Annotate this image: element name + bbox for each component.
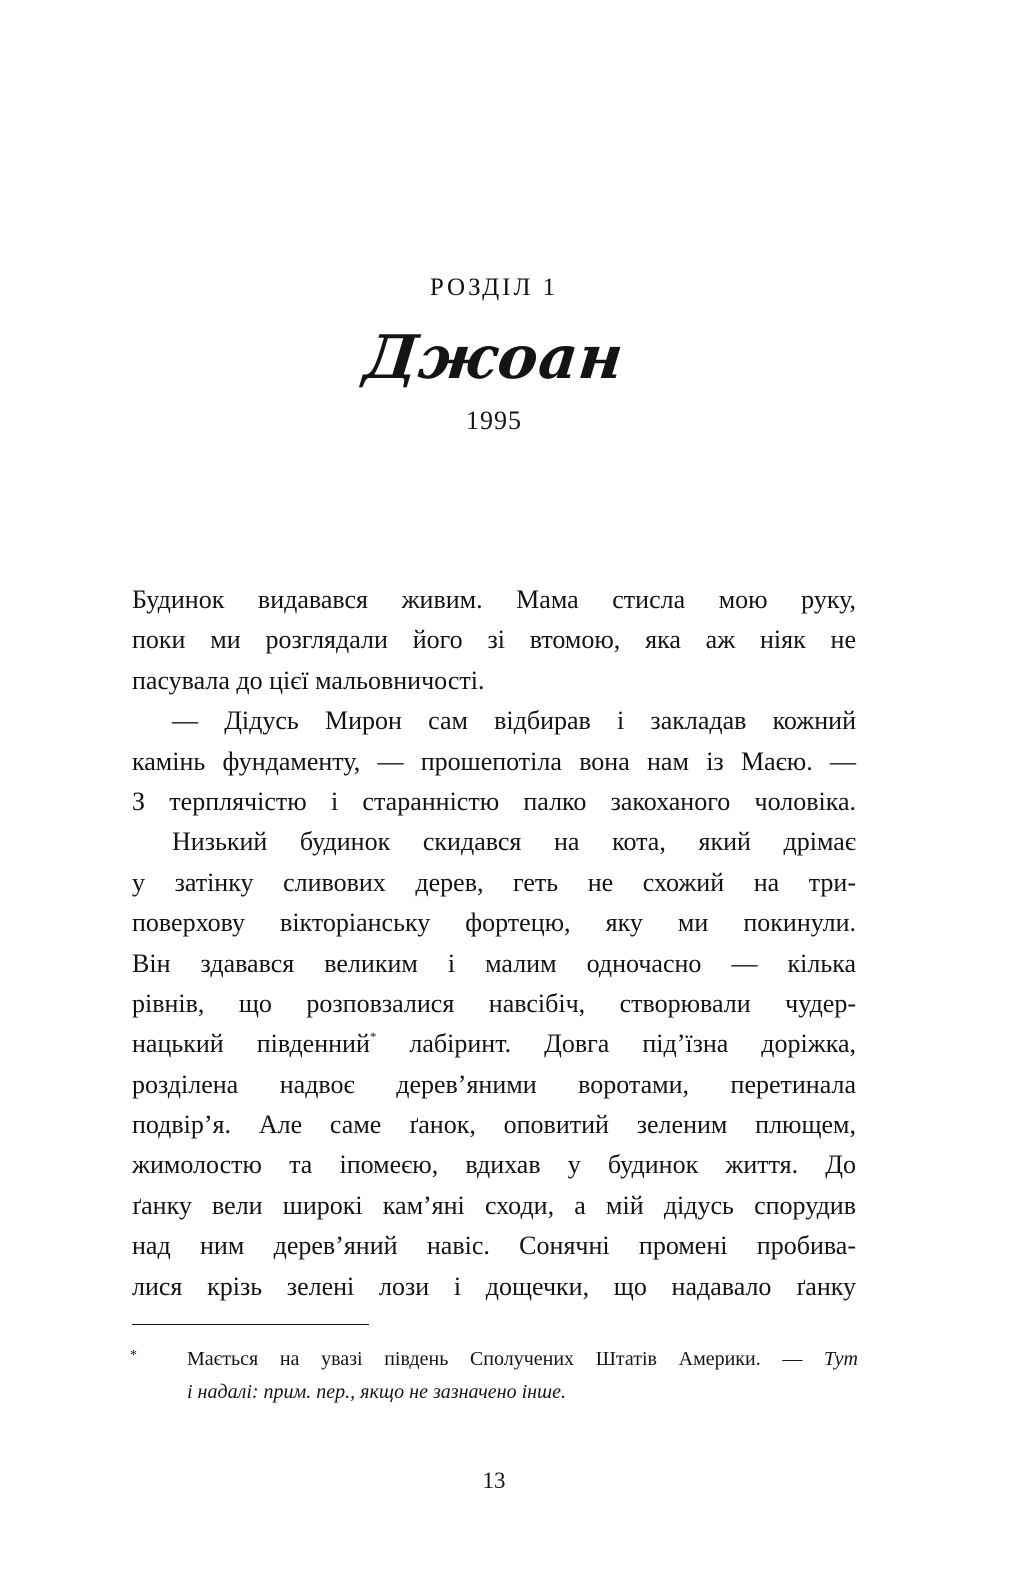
text-line: Низький будинок скидався на кота, який дрімає	[172, 827, 856, 857]
footnote-body	[187, 1343, 858, 1409]
text-line: лися крізь зелені лози і дощечки, що надавало ґанку	[132, 1271, 856, 1301]
text-line: рівнів, що розповзалися навсібіч, створювали чудер-	[132, 988, 856, 1018]
text-line: поки ми розглядали його зі втомою, яка аж ніяк не	[132, 625, 856, 655]
chapter-title: Джоан	[360, 323, 628, 393]
page-number: 13	[482, 1468, 506, 1493]
text-line: — Дідусь Мирон сам відбирав і закладав кожний	[172, 706, 856, 736]
chapter-label: РОЗДІЛ 1	[429, 274, 559, 301]
text-line-with-footnote	[132, 1024, 856, 1064]
text-line: розділена надвоє дерев’яними воротами, перетинала	[132, 1069, 856, 1099]
text-fragment: нацький південний	[132, 1029, 370, 1059]
text-line: пасувала до цієї мальовничості.	[132, 665, 485, 695]
text-fragment: лабіринт. Довга під’їзна доріжка,	[409, 1029, 857, 1059]
text-line: камінь фундаменту, — прошепотіла вона нам із Маєю. —	[132, 746, 856, 776]
footnote-text-italic: і надалі: прим. пер., якщо не зазначено інше.	[187, 1381, 567, 1403]
text-line: у затінку сливових дерев, геть не схожий на три-	[132, 867, 856, 897]
text-line: поверхову вікторіанську фортецю, яку ми покинули.	[132, 908, 856, 938]
text-line: над ним дерев’яний навіс. Сонячні промені пробива-	[132, 1231, 856, 1261]
chapter-year: 1995	[466, 406, 522, 435]
footnote	[130, 1343, 858, 1409]
footnote-line	[187, 1343, 858, 1376]
text-line: З терплячістю і старанністю палко закоханого чоловіка.	[132, 786, 856, 816]
footnote-rule	[132, 1324, 369, 1325]
text-line: Будинок видавався живим. Мама стисла мою руку,	[132, 585, 856, 614]
text-line: Він здавався великим і малим одночасно — кілька	[132, 948, 856, 978]
footnote-line	[187, 1376, 858, 1409]
footnote-marker: *	[130, 1348, 137, 1363]
footnote-text: Мається на увазі південь Сполучених Штатів Америки. —	[187, 1348, 825, 1370]
body-text	[132, 580, 856, 1307]
text-line: жимолостю та іпомеєю, вдихав у будинок життя. До	[132, 1150, 856, 1180]
footnote-reference[interactable]: *	[369, 1029, 377, 1045]
footnote-text-italic: Тут	[824, 1348, 858, 1370]
text-line: ґанку вели широкі кам’яні сходи, а мій дідусь спорудив	[132, 1190, 856, 1220]
text-line: подвір’я. Але саме ґанок, оповитий зеленим плющем,	[132, 1110, 856, 1140]
